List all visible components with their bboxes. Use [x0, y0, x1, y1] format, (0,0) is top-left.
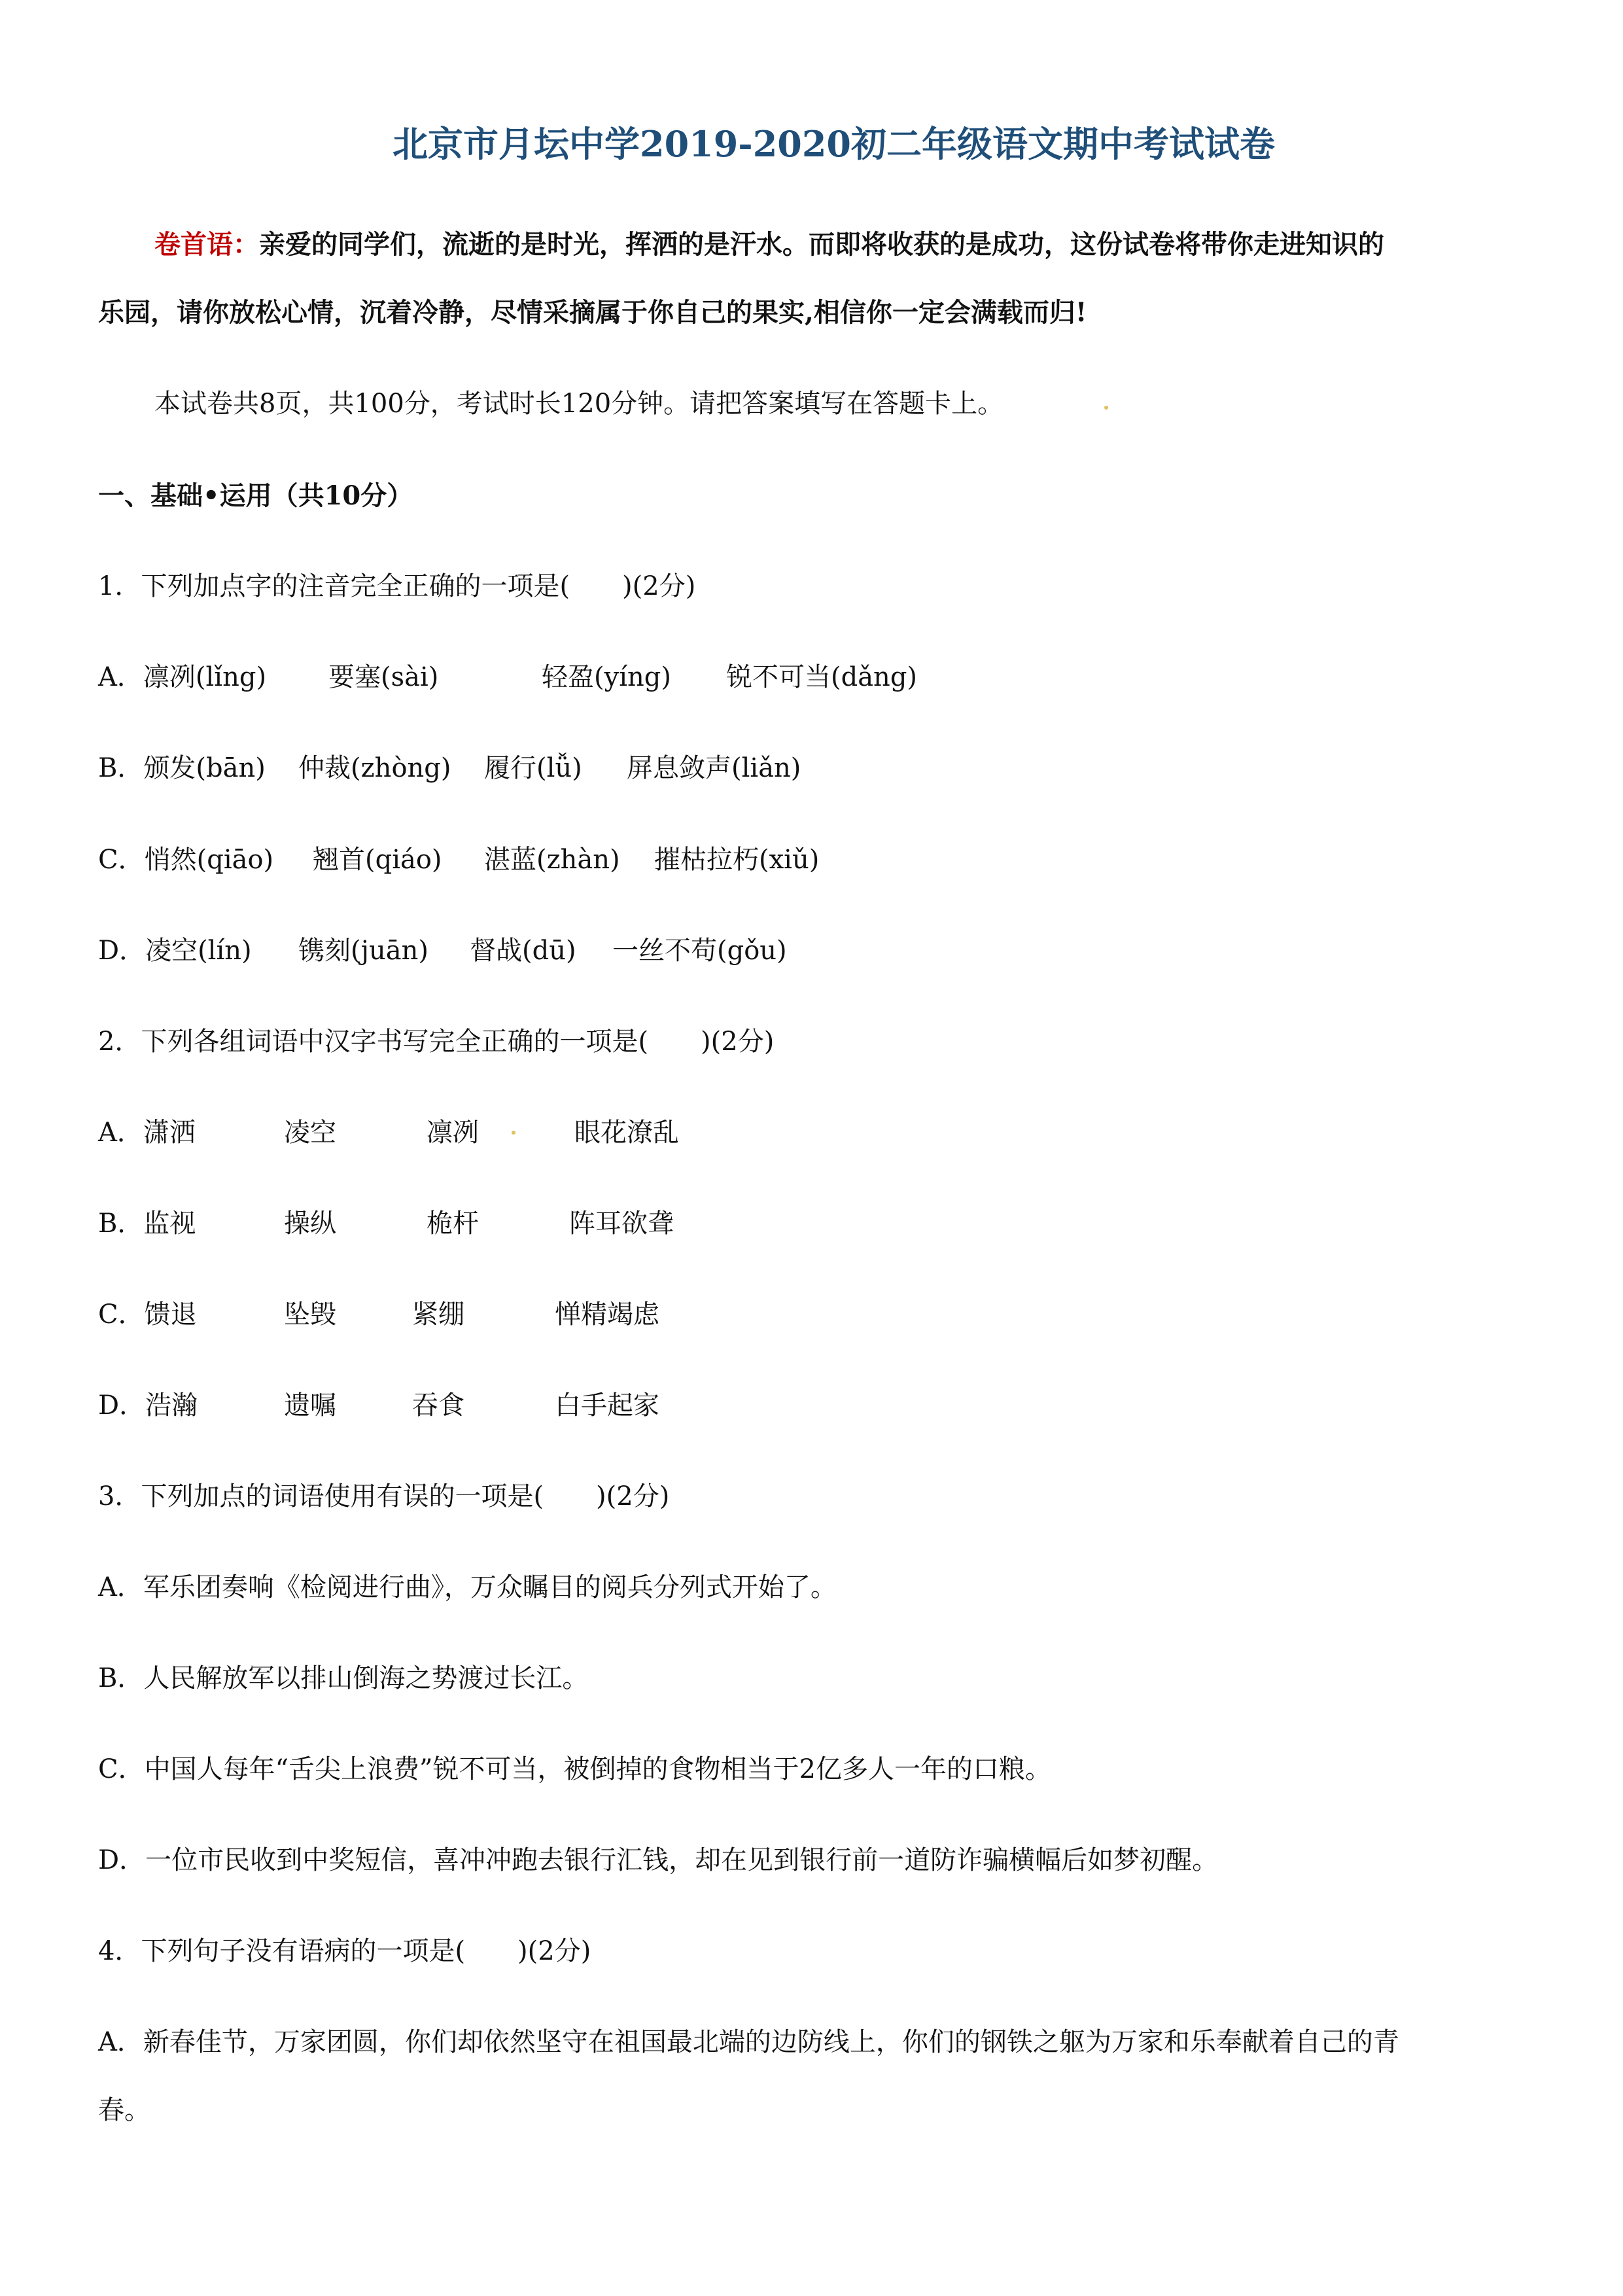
q1-d-word-2: 镌刻(juān): [298, 936, 428, 966]
q1-a-word-2: 要塞(sài): [328, 662, 439, 692]
q2-c-word-3: 紧绷: [412, 1299, 464, 1330]
q2-a-word-3: 凛冽: [427, 1118, 479, 1148]
preface-line-2: 乐园，请你放松心情，沉着冷静，尽情采摘属于你自己的果实,相信你一定会满载而归!: [98, 297, 1087, 328]
q1-d-word-4: 一丝不苟(gǒu): [612, 936, 787, 966]
page-title: 北京市月坛中学2019-2020初二年级语文期中考试试卷: [393, 123, 1275, 165]
q2-b-word-2: 操纵: [284, 1209, 336, 1239]
q3-option-c: C．中国人每年“舌尖上浪费”锐不可当，被倒掉的食物相当于2亿多人一年的口粮。: [98, 1754, 1051, 1784]
q1-b-word-3: 履行(lǚ): [484, 753, 582, 783]
stray-dot: [1104, 406, 1108, 410]
q1-d-word-1: D．凌空(lín): [98, 936, 252, 966]
q1-b-word-1: B．颁发(bān): [98, 753, 266, 783]
q1-b-word-2: 仲裁(zhòng): [298, 753, 451, 783]
q2-b-word-3: 桅杆: [427, 1209, 479, 1239]
instructions: 本试卷共8页，共100分，考试时长120分钟。请把答案填写在答题卡上。: [154, 389, 1004, 419]
preface-label: 卷首语：: [154, 229, 259, 260]
q2-a-word-1: A．潇洒: [98, 1118, 196, 1148]
q1-d-word-3: 督战(dū): [470, 936, 576, 966]
q4-option-a-line-2: 春。: [98, 2095, 150, 2125]
q1-a-word-4: 锐不可当(dǎng): [726, 662, 918, 692]
q2-b-word-1: B．监视: [98, 1209, 196, 1239]
q2-c-word-1: C．馈退: [98, 1299, 197, 1330]
preface-line-1: [154, 224, 1384, 261]
q3-option-a: A．军乐团奏响《检阅进行曲》，万众瞩目的阅兵分列式开始了。: [98, 1572, 837, 1602]
q1-c-word-4: 摧枯拉朽(xiǔ): [654, 845, 820, 875]
question-2-stem: 2．下列各组词语中汉字书写完全正确的一项是( )(2分): [98, 1027, 775, 1057]
q1-c-word-1: C．悄然(qiāo): [98, 845, 274, 875]
question-4-stem: 4．下列句子没有语病的一项是( )(2分): [98, 1936, 591, 1966]
stray-dot-2: [512, 1131, 515, 1135]
preface-text-1: 亲爱的同学们，流逝的是时光，挥洒的是汗水。而即将收获的是成功，这份试卷将带你走进知识的: [259, 229, 1384, 260]
q2-d-word-2: 遗嘱: [284, 1390, 336, 1421]
q3-option-b: B．人民解放军以排山倒海之势渡过长江。: [98, 1663, 589, 1693]
q4-option-a-line-1: A．新春佳节，万家团圆，你们却依然坚守在祖国最北端的边防线上，你们的钢铁之躯为万家和乐奉献着自己的青: [98, 2027, 1399, 2057]
q1-b-word-4: 屏息敛声(liǎn): [627, 753, 801, 783]
question-1-stem: 1．下列加点字的注音完全正确的一项是( )(2分): [98, 571, 696, 601]
q2-b-word-4: 阵耳欲聋: [569, 1209, 674, 1239]
section-heading: 一、基础•运用（共10分）: [98, 480, 413, 511]
q3-option-d: D．一位市民收到中奖短信，喜冲冲跑去银行汇钱，却在见到银行前一道防诈骗横幅后如梦初醒。: [98, 1845, 1219, 1875]
q1-c-word-3: 湛蓝(zhàn): [484, 845, 620, 875]
q2-c-word-2: 坠毁: [284, 1299, 336, 1330]
q1-a-word-1: A．凛冽(lǐng): [98, 662, 267, 692]
q1-c-word-2: 翘首(qiáo): [313, 845, 442, 875]
q2-c-word-4: 惮精竭虑: [555, 1299, 659, 1330]
q1-a-word-3: 轻盈(yíng): [542, 662, 671, 692]
question-3-stem: 3．下列加点的词语使用有误的一项是( )(2分): [98, 1481, 670, 1511]
q2-a-word-2: 凌空: [284, 1118, 336, 1148]
q2-d-word-3: 吞食: [412, 1390, 464, 1421]
q2-d-word-4: 白手起家: [555, 1390, 659, 1421]
q2-a-word-4: 眼花潦乱: [574, 1118, 679, 1148]
q2-d-word-1: D．浩瀚: [98, 1390, 198, 1421]
